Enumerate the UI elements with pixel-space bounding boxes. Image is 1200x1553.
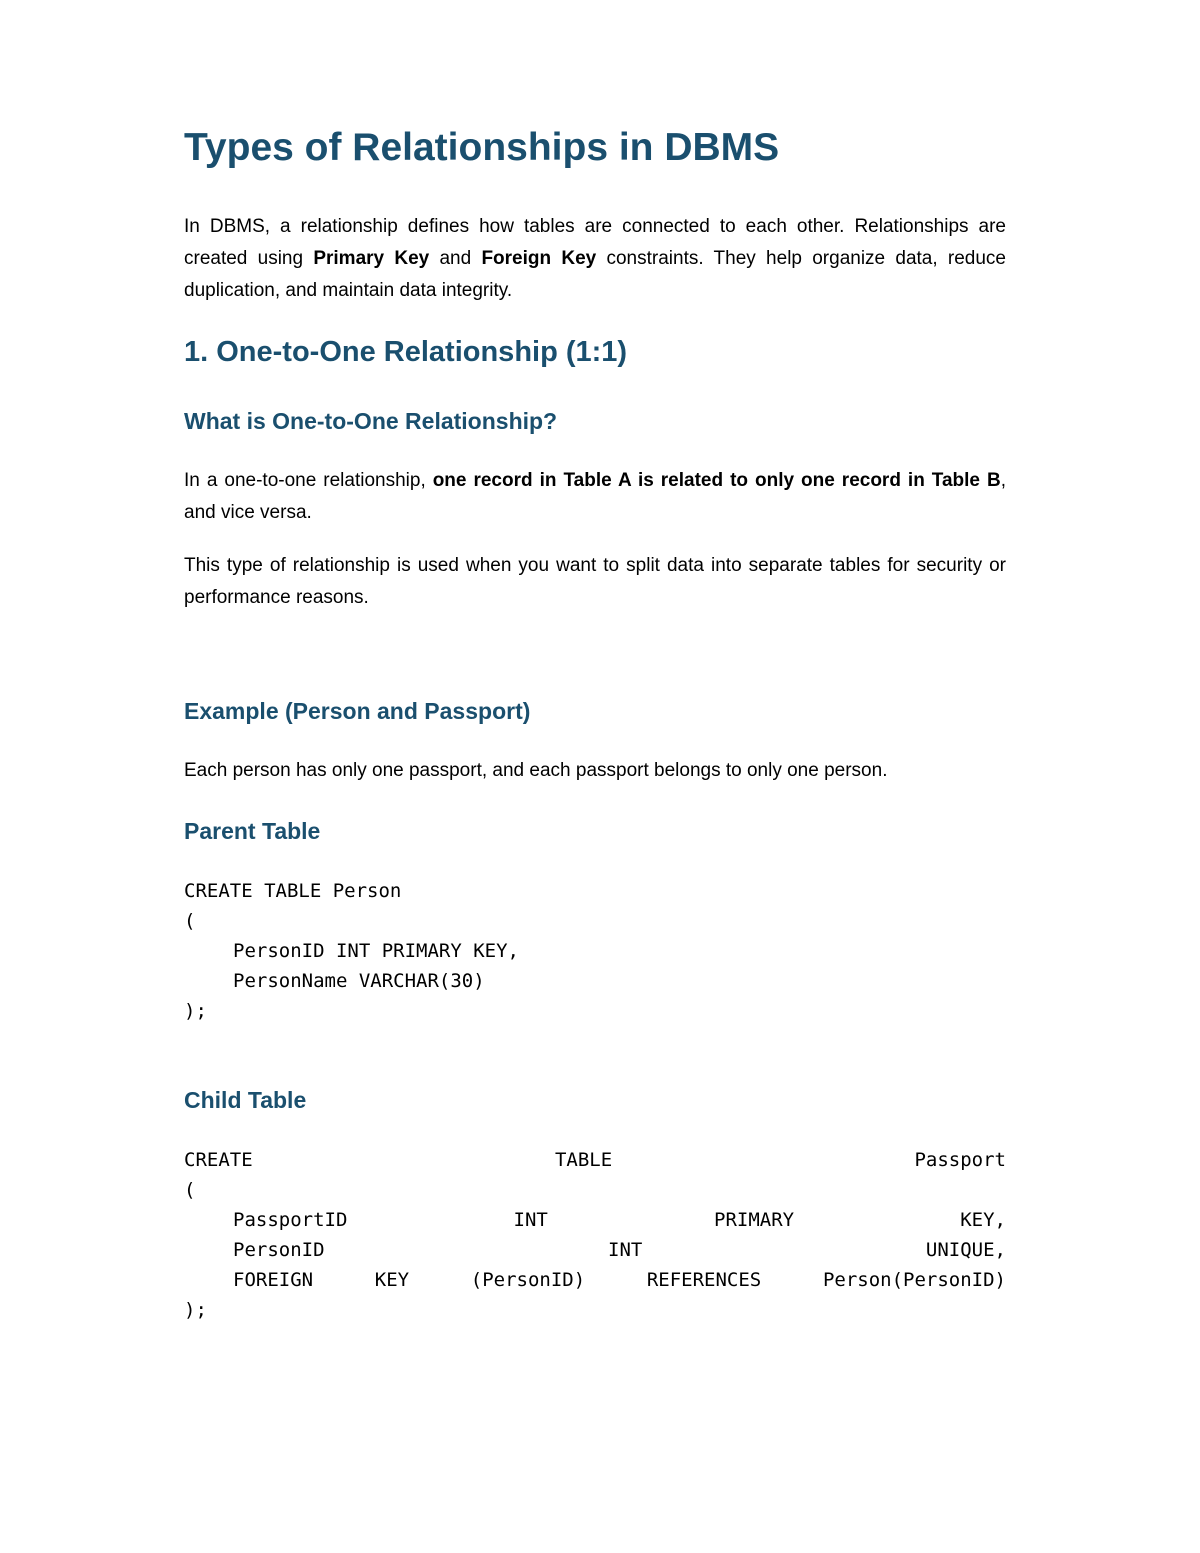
foreign-key-term: Foreign Key (481, 248, 597, 269)
code-line (184, 1265, 1006, 1295)
code-token: Person(PersonID) (822, 1269, 1006, 1291)
definition-emphasis: one record in Table A is related to only one record in Table B (432, 470, 1001, 491)
code-token: (PersonID) (470, 1269, 586, 1291)
subheading-what-is: What is One-to-One Relationship? (184, 408, 558, 434)
intro-text: and (429, 248, 482, 269)
example-paragraph: Each person has only one passport, and each passport belongs to only one person. (184, 760, 888, 781)
intro-paragraph (184, 211, 1006, 307)
definition-text: , and vice versa. (184, 470, 1006, 523)
code-token: KEY (374, 1269, 410, 1291)
definition-paragraph (184, 465, 1006, 529)
code-line: ); (184, 1299, 207, 1321)
code-token: CREATE (184, 1149, 253, 1171)
code-token: UNIQUE, (925, 1239, 1006, 1261)
code-token: FOREIGN (233, 1269, 314, 1291)
code-line: PersonID INT PRIMARY KEY, (233, 940, 519, 962)
code-token: PersonID (233, 1239, 325, 1261)
code-line: ( (184, 1179, 196, 1201)
intro-text: constraints. They help organize data, reduce duplication, and maintain data integrity. (184, 248, 1006, 301)
code-token: PassportID (233, 1209, 348, 1231)
subheading-parent-table: Parent Table (184, 818, 321, 844)
code-line: CREATE TABLE Person (184, 880, 402, 902)
code-line: PersonName VARCHAR(30) (233, 970, 485, 992)
code-token: KEY, (960, 1209, 1006, 1231)
parent-table-code (184, 876, 1006, 1026)
code-line (184, 1145, 1006, 1175)
code-token: PRIMARY (714, 1209, 795, 1231)
subheading-child-table: Child Table (184, 1087, 307, 1113)
subheading-example: Example (Person and Passport) (184, 698, 531, 724)
child-table-code (184, 1145, 1006, 1325)
code-token: Passport (914, 1149, 1006, 1171)
code-token: INT (513, 1209, 548, 1231)
code-token: INT (608, 1239, 643, 1261)
code-token: REFERENCES (646, 1269, 762, 1291)
usage-paragraph: This type of relationship is used when you want to split data into separate tables for security or performance reasons. (184, 555, 1006, 608)
intro-text: In DBMS, a relationship defines how tables are connected to each other. Relationships are created using (184, 216, 1006, 269)
document-title: Types of Relationships in DBMS (184, 126, 780, 169)
section-heading-one-to-one: 1. One-to-One Relationship (1:1) (184, 336, 628, 368)
code-line: ( (184, 910, 196, 932)
code-line (184, 1235, 1006, 1265)
code-token: TABLE (554, 1149, 613, 1171)
code-line (184, 1205, 1006, 1235)
primary-key-term: Primary Key (313, 248, 430, 269)
code-line: ); (184, 1000, 207, 1022)
definition-text: In a one-to-one relationship, (184, 470, 433, 491)
